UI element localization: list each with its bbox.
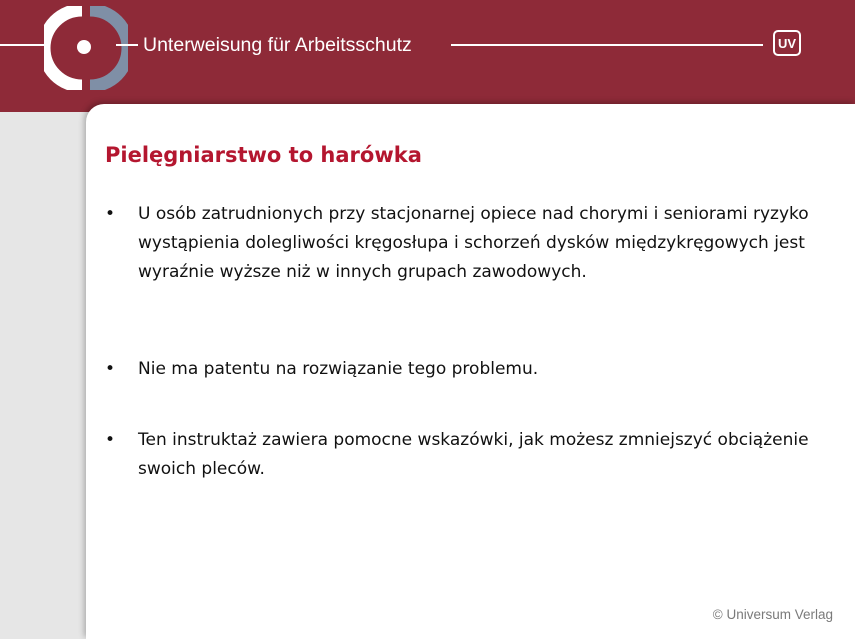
bullet-text: Ten instruktaż zawiera pomocne wskazówki, jak możesz zmniejszyć obciążenie swoich pleców.	[138, 430, 809, 479]
header-title: Unterweisung für Arbeitsschutz	[143, 34, 412, 56]
bullet-text: Nie ma patentu na rozwiązanie tego problemu.	[138, 359, 539, 379]
header-bar	[0, 0, 855, 112]
copyright-notice: © Universum Verlag	[712, 607, 833, 622]
bullet-item	[105, 355, 855, 384]
header-rule-left	[0, 44, 50, 46]
bullet-text: U osób zatrudnionych przy stacjonarnej opiece nad chorymi i seniorami ryzyko wystąpienia dolegliwości kręgosłupa i schorzeń dysków międzykręgowych jest wyraźnie wyższe niż w innych grupach zawodowych.	[138, 204, 809, 282]
bullet-item	[105, 200, 855, 287]
bullet-marker: •	[105, 430, 116, 450]
bullet-item	[105, 426, 855, 484]
uv-logo-badge: UV	[773, 30, 801, 56]
header-rule-mid	[116, 44, 138, 46]
header-rule-right	[451, 44, 763, 46]
bullet-marker: •	[105, 359, 116, 379]
circle-logo-icon	[44, 6, 128, 90]
bullet-marker: •	[105, 204, 116, 224]
slide-title: Pielęgniarstwo to harówka	[105, 143, 422, 167]
